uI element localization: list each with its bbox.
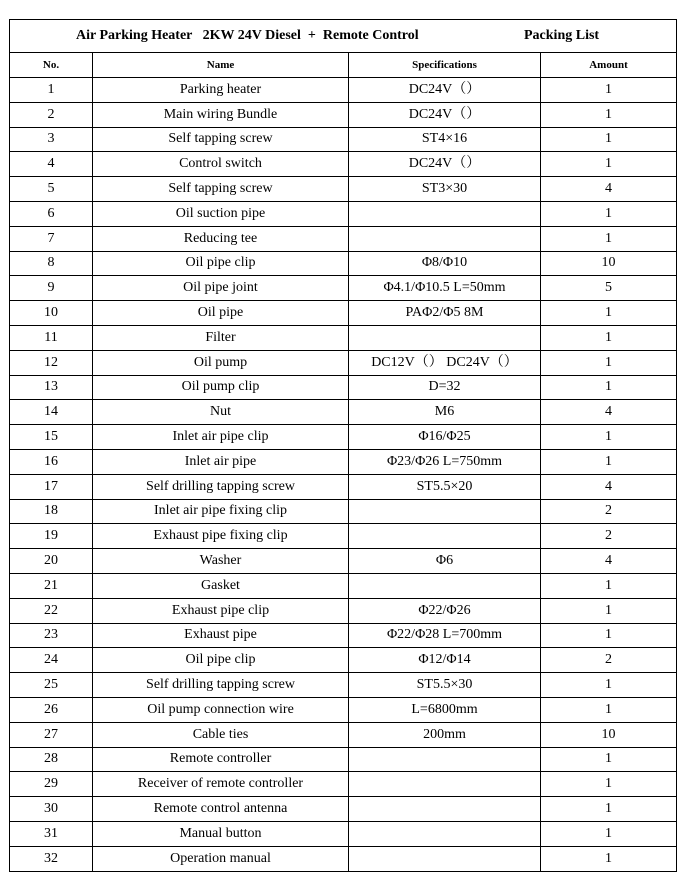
cell-specifications: DC24V（）	[349, 78, 541, 103]
table-body	[10, 78, 677, 872]
cell-amount: 1	[541, 449, 677, 474]
cell-specifications: Φ8/Φ10	[349, 251, 541, 276]
cell-name: Remote control antenna	[93, 797, 349, 822]
table-row	[10, 821, 677, 846]
cell-specifications	[349, 226, 541, 251]
cell-no: 27	[10, 722, 93, 747]
cell-amount: 1	[541, 598, 677, 623]
cell-amount: 4	[541, 400, 677, 425]
cell-name: Oil pipe joint	[93, 276, 349, 301]
cell-specifications: Φ22/Φ26	[349, 598, 541, 623]
cell-specifications: Φ23/Φ26 L=750mm	[349, 449, 541, 474]
title-cell	[10, 20, 677, 53]
cell-name: Remote controller	[93, 747, 349, 772]
cell-amount: 1	[541, 425, 677, 450]
cell-amount: 2	[541, 524, 677, 549]
table-row	[10, 226, 677, 251]
table-row	[10, 673, 677, 698]
cell-amount: 1	[541, 201, 677, 226]
table-row	[10, 846, 677, 871]
cell-name: Receiver of remote controller	[93, 772, 349, 797]
cell-name: Exhaust pipe fixing clip	[93, 524, 349, 549]
document-title: Air Parking Heater 2KW 24V Diesel + Remote Control	[76, 28, 419, 43]
cell-name: Oil suction pipe	[93, 201, 349, 226]
cell-no: 31	[10, 821, 93, 846]
cell-amount: 1	[541, 846, 677, 871]
cell-amount: 1	[541, 325, 677, 350]
cell-amount: 1	[541, 226, 677, 251]
table-row	[10, 648, 677, 673]
cell-amount: 1	[541, 375, 677, 400]
cell-no: 18	[10, 499, 93, 524]
header-no: No.	[10, 53, 93, 78]
cell-no: 3	[10, 127, 93, 152]
cell-amount: 1	[541, 301, 677, 326]
cell-name: Oil pump clip	[93, 375, 349, 400]
cell-amount: 1	[541, 623, 677, 648]
cell-name: Self tapping screw	[93, 127, 349, 152]
table-row	[10, 375, 677, 400]
cell-name: Oil pipe	[93, 301, 349, 326]
cell-name: Nut	[93, 400, 349, 425]
packing-list-table	[9, 19, 677, 872]
cell-no: 10	[10, 301, 93, 326]
cell-no: 28	[10, 747, 93, 772]
cell-name: Oil pipe clip	[93, 251, 349, 276]
cell-name: Reducing tee	[93, 226, 349, 251]
cell-amount: 1	[541, 573, 677, 598]
cell-no: 24	[10, 648, 93, 673]
cell-amount: 1	[541, 78, 677, 103]
table-row	[10, 697, 677, 722]
cell-name: Oil pipe clip	[93, 648, 349, 673]
cell-no: 6	[10, 201, 93, 226]
cell-specifications	[349, 573, 541, 598]
table-row	[10, 623, 677, 648]
cell-specifications: PAΦ2/Φ5 8M	[349, 301, 541, 326]
cell-no: 5	[10, 177, 93, 202]
cell-name: Gasket	[93, 573, 349, 598]
cell-name: Main wiring Bundle	[93, 102, 349, 127]
packing-list-label: Packing List	[524, 28, 600, 43]
cell-no: 8	[10, 251, 93, 276]
cell-no: 21	[10, 573, 93, 598]
cell-amount: 1	[541, 697, 677, 722]
cell-no: 32	[10, 846, 93, 871]
cell-amount: 2	[541, 648, 677, 673]
cell-no: 25	[10, 673, 93, 698]
header-amount: Amount	[541, 53, 677, 78]
cell-no: 11	[10, 325, 93, 350]
table-row	[10, 524, 677, 549]
table-row	[10, 573, 677, 598]
cell-specifications: DC12V（） DC24V（）	[349, 350, 541, 375]
table-row	[10, 549, 677, 574]
cell-name: Manual button	[93, 821, 349, 846]
cell-no: 4	[10, 152, 93, 177]
table-row	[10, 102, 677, 127]
table-row	[10, 152, 677, 177]
cell-specifications: Φ22/Φ28 L=700mm	[349, 623, 541, 648]
table-row	[10, 127, 677, 152]
cell-name: Parking heater	[93, 78, 349, 103]
cell-specifications: Φ4.1/Φ10.5 L=50mm	[349, 276, 541, 301]
cell-name: Cable ties	[93, 722, 349, 747]
cell-no: 20	[10, 549, 93, 574]
cell-name: Exhaust pipe clip	[93, 598, 349, 623]
table-row	[10, 722, 677, 747]
cell-amount: 4	[541, 177, 677, 202]
cell-specifications	[349, 201, 541, 226]
cell-amount: 10	[541, 722, 677, 747]
table-row	[10, 400, 677, 425]
table-row	[10, 251, 677, 276]
cell-no: 12	[10, 350, 93, 375]
cell-name: Filter	[93, 325, 349, 350]
table-row	[10, 474, 677, 499]
cell-amount: 4	[541, 549, 677, 574]
cell-name: Self drilling tapping screw	[93, 673, 349, 698]
cell-specifications	[349, 524, 541, 549]
cell-no: 30	[10, 797, 93, 822]
cell-amount: 1	[541, 102, 677, 127]
cell-name: Control switch	[93, 152, 349, 177]
cell-specifications: Φ12/Φ14	[349, 648, 541, 673]
table-row	[10, 797, 677, 822]
cell-specifications: ST4×16	[349, 127, 541, 152]
cell-no: 2	[10, 102, 93, 127]
cell-no: 19	[10, 524, 93, 549]
table-row	[10, 78, 677, 103]
table-row	[10, 325, 677, 350]
table-row	[10, 350, 677, 375]
cell-specifications	[349, 325, 541, 350]
cell-no: 15	[10, 425, 93, 450]
cell-no: 13	[10, 375, 93, 400]
table-row	[10, 301, 677, 326]
cell-name: Operation manual	[93, 846, 349, 871]
cell-no: 1	[10, 78, 93, 103]
cell-specifications: Φ16/Φ25	[349, 425, 541, 450]
table-row	[10, 598, 677, 623]
cell-amount: 2	[541, 499, 677, 524]
cell-name: Inlet air pipe fixing clip	[93, 499, 349, 524]
cell-name: Self drilling tapping screw	[93, 474, 349, 499]
cell-specifications: Φ6	[349, 549, 541, 574]
cell-no: 17	[10, 474, 93, 499]
cell-amount: 1	[541, 747, 677, 772]
cell-specifications: 200mm	[349, 722, 541, 747]
table-row	[10, 425, 677, 450]
cell-name: Self tapping screw	[93, 177, 349, 202]
table-row	[10, 177, 677, 202]
title-row	[10, 20, 677, 53]
cell-specifications	[349, 499, 541, 524]
cell-amount: 5	[541, 276, 677, 301]
cell-amount: 1	[541, 152, 677, 177]
cell-specifications	[349, 846, 541, 871]
cell-name: Inlet air pipe clip	[93, 425, 349, 450]
cell-specifications: ST5.5×30	[349, 673, 541, 698]
cell-amount: 1	[541, 821, 677, 846]
cell-amount: 4	[541, 474, 677, 499]
cell-amount: 1	[541, 673, 677, 698]
cell-specifications: L=6800mm	[349, 697, 541, 722]
cell-specifications: M6	[349, 400, 541, 425]
cell-no: 29	[10, 772, 93, 797]
cell-no: 26	[10, 697, 93, 722]
cell-specifications	[349, 772, 541, 797]
cell-specifications: ST3×30	[349, 177, 541, 202]
table-row	[10, 747, 677, 772]
cell-specifications	[349, 821, 541, 846]
table-row	[10, 772, 677, 797]
header-row	[10, 53, 677, 78]
cell-no: 16	[10, 449, 93, 474]
cell-specifications: DC24V（）	[349, 102, 541, 127]
table-row	[10, 499, 677, 524]
cell-specifications: D=32	[349, 375, 541, 400]
cell-no: 22	[10, 598, 93, 623]
cell-no: 7	[10, 226, 93, 251]
cell-amount: 1	[541, 772, 677, 797]
header-name: Name	[93, 53, 349, 78]
cell-no: 14	[10, 400, 93, 425]
cell-name: Washer	[93, 549, 349, 574]
cell-amount: 1	[541, 350, 677, 375]
cell-amount: 1	[541, 797, 677, 822]
cell-specifications: DC24V（）	[349, 152, 541, 177]
cell-name: Exhaust pipe	[93, 623, 349, 648]
cell-amount: 1	[541, 127, 677, 152]
cell-no: 9	[10, 276, 93, 301]
cell-no: 23	[10, 623, 93, 648]
cell-name: Oil pump connection wire	[93, 697, 349, 722]
packing-list-sheet	[9, 19, 677, 872]
table-row	[10, 276, 677, 301]
cell-name: Inlet air pipe	[93, 449, 349, 474]
cell-name: Oil pump	[93, 350, 349, 375]
table-row	[10, 201, 677, 226]
cell-specifications: ST5.5×20	[349, 474, 541, 499]
cell-amount: 10	[541, 251, 677, 276]
cell-specifications	[349, 747, 541, 772]
table-row	[10, 449, 677, 474]
cell-specifications	[349, 797, 541, 822]
header-specifications: Specifications	[349, 53, 541, 78]
